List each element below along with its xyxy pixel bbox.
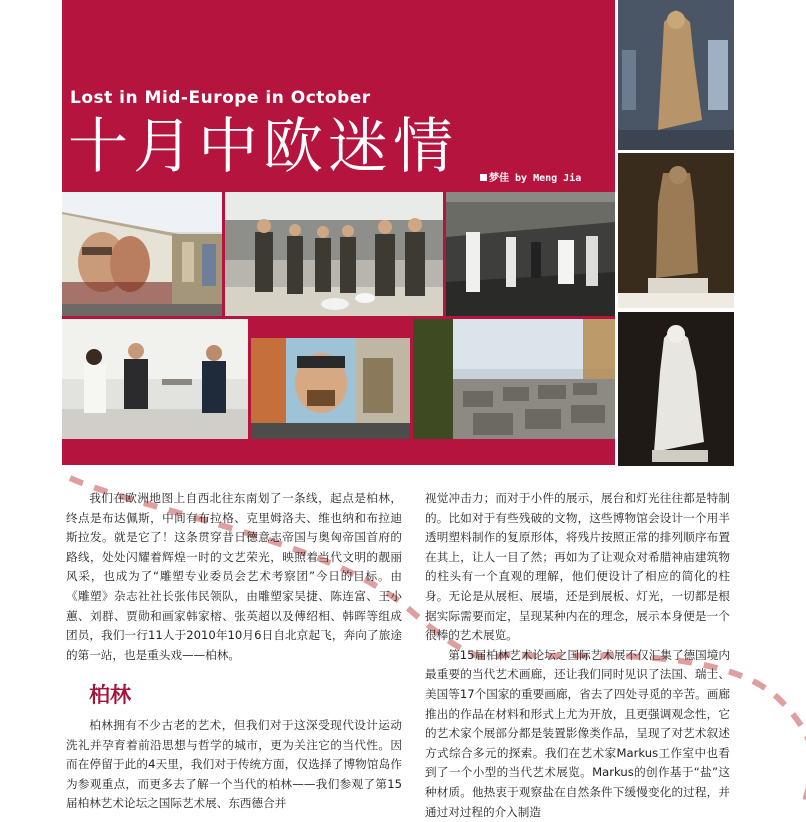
byline-text: 梦佳 by Meng Jia [489, 173, 582, 184]
wooden-madonna-statue-photo [618, 0, 734, 150]
gallery-interior-photo [446, 192, 615, 316]
white-marble-statue-photo [618, 312, 734, 466]
graffiti-mural-photo [251, 338, 410, 439]
byline [480, 169, 581, 184]
meeting-interview-photo [62, 319, 248, 439]
section-heading: 柏林 [89, 683, 131, 707]
article-left-column [66, 489, 402, 665]
article-right-column [425, 489, 730, 822]
article-paragraph: 第15届柏林艺术论坛之国际艺术展不仅汇集了德国境内最重要的当代艺术画廊，还让我们同时见识了法国、瑞士、美国等17个国家的重要画廊，省去了四处寻觅的辛苦。画廊推出的作品在材料和形式上尤为开放，且更强调观念性，它的艺术家个展部分都是装置影像类作品，呈现了对艺术叙述方式综合多元的探索。我们在艺术家Markus工作室中也看到了一个小型的当代艺术展览。Markus的创作基于“盐”这种材质。他热衷于观察盐在自然条件下缓慢变化的过程，并通过对过程的介入制造 [425, 647, 730, 819]
square-bullet-icon [480, 174, 487, 181]
holocaust-memorial-photo [413, 319, 615, 439]
article-paragraph: 柏林拥有不少古老的艺术，但我们对于这深受现代设计运动洗礼并孕育着前沿思想与哲学的城市，更为关注它的当代性。因而在停留于此的4天里，我们对于传统方面，仅选择了博物馆岛作为参观重点，而更多去了解一个当代的柏林——我们参观了第15届柏林艺术论坛之国际艺术展、东西德合并 [66, 718, 402, 811]
egyptian-statue-photo [618, 153, 734, 308]
article-paragraph: 视觉冲击力；而对于小件的展示，展台和灯光往往都是特制的。比如对于有些残破的文物，这些博物馆会设计一个用半透明塑料制作的复原形体，将残片按照正常的排列顺序布置在其上，让人一目了然；再如为了让观众对希腊神庙建筑物的柱头有一个直观的理解，他们便设计了相应的简化的柱身。无论是从展柜、展墙，还是到展板、灯光，一切都是根据实际需要而定，呈现某种内在的理念，展示本身便是一个很棒的艺术展览。 [425, 491, 730, 643]
chinese-title: 十月中欧迷情 [68, 112, 458, 182]
english-subtitle: Lost in Mid-Europe in October [70, 88, 371, 108]
article-left-column-lower [66, 716, 402, 814]
studio-visit-group-photo [225, 192, 443, 316]
article-paragraph: 我们在欧洲地图上自西北往东南划了一条线，起点是柏林，终点是布达佩斯，中间有布拉格、克里姆洛夫、维也纳和布拉迪斯拉发。就是它了！这条贯穿昔日德意志帝国与奥匈帝国首府的路线，处处闪耀着辉煌一时的文艺荣光，映照着当代文明的靓丽风采，也成为了“雕塑专业委员会艺术考察团”今日的目标。由《雕塑》杂志社社长张伟民领队，由雕塑家吴捷、陈连富、王小蕙、刘群、贾勋和画家韩家榕、张英超以及傅绍相、韩晖等组成团员，我们一行11人于2010年10月6日自北京起飞，奔向了旅途的第一站，也是重头戏——柏林。 [66, 491, 402, 662]
berlin-wall-mural-photo [62, 192, 222, 316]
